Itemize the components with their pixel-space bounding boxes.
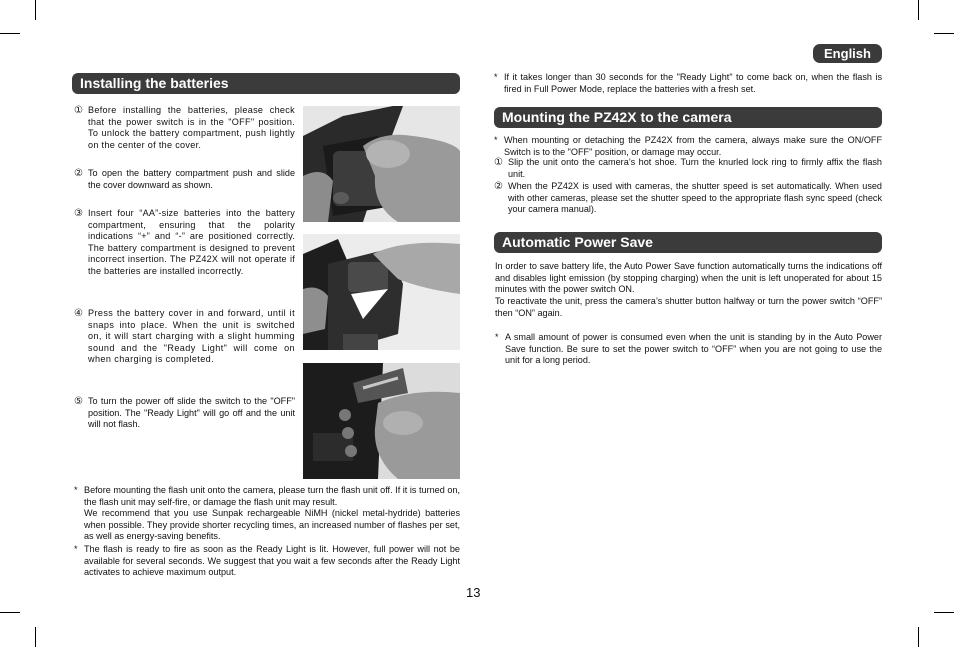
hand-pressing-cover-photo bbox=[303, 106, 460, 222]
note-text: We recommend that you use Sunpak rechargeable NiMH (nickel metal-hydride) batteries when possible. They provide shorter recycling times, an increased number of flashes per set, as well as energy-saving benefits. bbox=[84, 508, 460, 542]
note-asterisk: * bbox=[74, 544, 78, 554]
language-badge: English bbox=[813, 44, 882, 63]
step-number: ① bbox=[74, 105, 83, 116]
battery-step-5 bbox=[74, 396, 295, 431]
note-text: Before mounting the flash unit onto the camera, please turn the flash unit off. If it is turned on, the flash unit may self-fire, or damage the flash unit may result. bbox=[84, 485, 460, 507]
hand-inserting-batteries-photo bbox=[303, 363, 460, 479]
note-asterisk: * bbox=[494, 72, 498, 82]
step-text: To open the battery compartment push and slide the cover downward as shown. bbox=[88, 168, 295, 190]
note-text: When mounting or detaching the PZ42X from the camera, always make sure the ON/OFF Switch is to the "OFF" position, or damage may occur. bbox=[504, 135, 882, 157]
step-text: Before installing the batteries, please check that the power switch is in the "OFF" position. To unlock the battery compartment, push lightly on the center of the cover. bbox=[88, 105, 295, 150]
crop-mark bbox=[918, 0, 919, 20]
step-number: ① bbox=[494, 157, 503, 168]
battery-step-4 bbox=[74, 308, 295, 366]
auto-power-paragraph-1: In order to save battery life, the Auto Power Save function automatically turns the indications off and disables light emission (by stopping charging) when the unit is left unoperated for about 15 minutes with the power switch ON. bbox=[495, 261, 882, 295]
crop-mark bbox=[918, 627, 919, 647]
crop-mark bbox=[0, 33, 20, 34]
note-asterisk: * bbox=[495, 332, 499, 342]
section-title-auto-power-save: Automatic Power Save bbox=[494, 232, 882, 253]
note-asterisk: * bbox=[74, 485, 78, 495]
auto-power-paragraph-2: To reactivate the unit, press the camera’s shutter button halfway or turn the power switch “OFF” then “ON” again. bbox=[495, 296, 882, 318]
step-number: ⑤ bbox=[74, 396, 83, 407]
step-number: ② bbox=[74, 168, 83, 179]
section-title-mounting: Mounting the PZ42X to the camera bbox=[494, 107, 882, 128]
crop-mark bbox=[0, 612, 20, 613]
battery-step-1 bbox=[74, 105, 295, 151]
battery-step-3 bbox=[74, 208, 295, 278]
note-asterisk: * bbox=[494, 135, 498, 145]
crop-mark bbox=[35, 627, 36, 647]
step-text: Slip the unit onto the camera’s hot shoe. Turn the knurled lock ring to firmly affix the flash unit. bbox=[508, 157, 882, 179]
ready-light-note bbox=[494, 72, 882, 95]
left-note-2 bbox=[74, 544, 460, 579]
page-number: 13 bbox=[466, 585, 481, 600]
crop-mark bbox=[934, 612, 954, 613]
step-text: Press the battery cover in and forward, until it snaps into place. When the unit is switched on, it will start charging with a slight humming sound and the "Ready Light" will come on when charging is completed. bbox=[88, 308, 295, 365]
step-number: ② bbox=[494, 181, 503, 192]
battery-step-2 bbox=[74, 168, 295, 191]
mounting-note bbox=[494, 135, 882, 158]
mounting-step-2 bbox=[494, 181, 882, 216]
note-text: The flash is ready to fire as soon as the Ready Light is lit. However, full power will not be available for several seconds. We suggest that you wait a few seconds after the Ready Light activates to achieve maximum output. bbox=[84, 544, 460, 578]
section-title-installing-batteries: Installing the batteries bbox=[72, 73, 460, 94]
step-text: Insert four “AA”-size batteries into the battery compartment, ensuring that the polarity indications “+” and “-” are positioned correctly. The battery compartment is designed to prevent incorrect insertion. The PZ42X will not operate if the batteries are installed incorrectly. bbox=[88, 208, 295, 276]
step-number: ③ bbox=[74, 208, 83, 219]
auto-power-note bbox=[495, 332, 882, 367]
step-number: ④ bbox=[74, 308, 83, 319]
note-text: If it takes longer than 30 seconds for the "Ready Light" to come back on, when the flash is fired in Full Power Mode, replace the batteries with a fresh set. bbox=[504, 72, 882, 94]
note-text: A small amount of power is consumed even when the unit is standing by in the Auto Power Save function. Be sure to set the power switch to “OFF” when you are not going to use the unit for a long period. bbox=[505, 332, 882, 366]
left-note-1 bbox=[74, 485, 460, 543]
hand-sliding-cover-photo bbox=[303, 234, 460, 350]
step-text: To turn the power off slide the switch to the "OFF" position. The "Ready Light" will go off and the unit will not flash. bbox=[88, 396, 295, 430]
crop-mark bbox=[934, 33, 954, 34]
mounting-step-1 bbox=[494, 157, 882, 180]
crop-mark bbox=[35, 0, 36, 20]
step-text: When the PZ42X is used with cameras, the shutter speed is set automatically. When used with other cameras, please set the shutter speed to the appropriate flash sync speed (check your camera manual). bbox=[508, 181, 882, 215]
